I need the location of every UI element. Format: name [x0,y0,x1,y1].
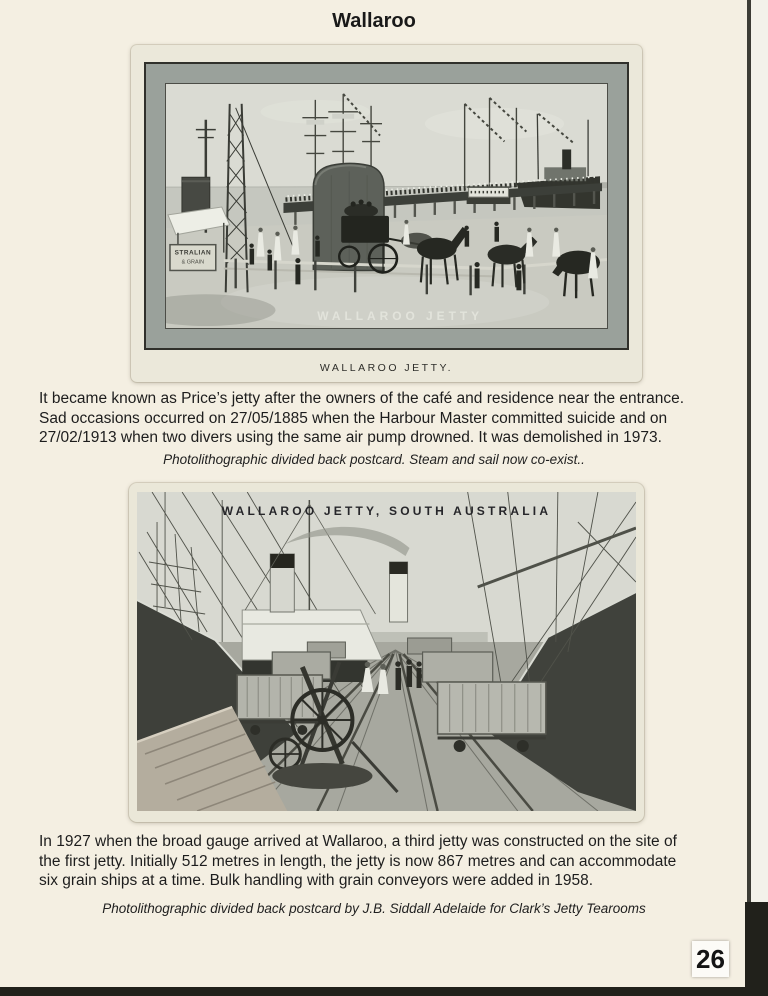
postcard-bottom-description: Photolithographic divided back postcard by J.B. Siddall Adelaide for Clark’s Jetty Tearooms [102,901,646,916]
paragraph-1 [39,389,741,448]
scan-edge-corner-dark [745,902,768,996]
postcard-bottom-title: WALLAROO JETTY, SOUTH AUSTRALIA [221,504,552,518]
scan-edge-right-margin [751,0,768,996]
harbour-scene-illustration [166,84,607,328]
jetty-deck-scene-illustration [137,492,636,811]
paragraph-1-line-1: It became known as Price’s jetty after the owners of the café and residence near the entrance. [39,390,685,407]
advertising-sign [170,245,216,271]
postcard-top-caption: WALLAROO JETTY. [319,362,454,374]
paragraph-1-line-3: 27/02/1913 when two divers using the same air pump drowned. It was demolished in 1973. [39,429,662,446]
sign-text-line1: STRALIAN [174,249,212,257]
scan-edge-bottom [0,987,768,996]
page-number-label [692,941,729,977]
sign-text-line2: & GRAIN [181,259,205,266]
page-title: Wallaroo [332,10,416,32]
paragraph-2-line-1: In 1927 when the broad gauge arrived at Wallaroo, a third jetty was constructed on the site of [39,833,677,850]
postcard-bottom-photo [137,492,636,811]
postcard-top-photo [165,83,608,329]
photo-watermark: WALLAROO JETTY [317,309,484,324]
postcard-top [131,45,642,382]
ferry-steamer [467,187,511,204]
paragraph-2-line-3: six grain ships at a time. Bulk handling with grain conveyors were added in 1958. [39,872,594,889]
paragraph-2-line-2: the first jetty. Initially 512 metres in length, the jetty is now 867 metres and can accommodate [39,852,677,870]
postcard-bottom [129,483,644,822]
page-number: 26 [696,943,725,974]
paragraph-2 [39,832,741,891]
paragraph-1-line-2: Sad occasions occurred on 27/05/1885 when the Harbour Master committed suicide and on [39,409,668,427]
postcard-top-frame [144,62,629,350]
postcard-top-description: Photolithographic divided back postcard. Steam and sail now co-exist.. [163,452,585,467]
